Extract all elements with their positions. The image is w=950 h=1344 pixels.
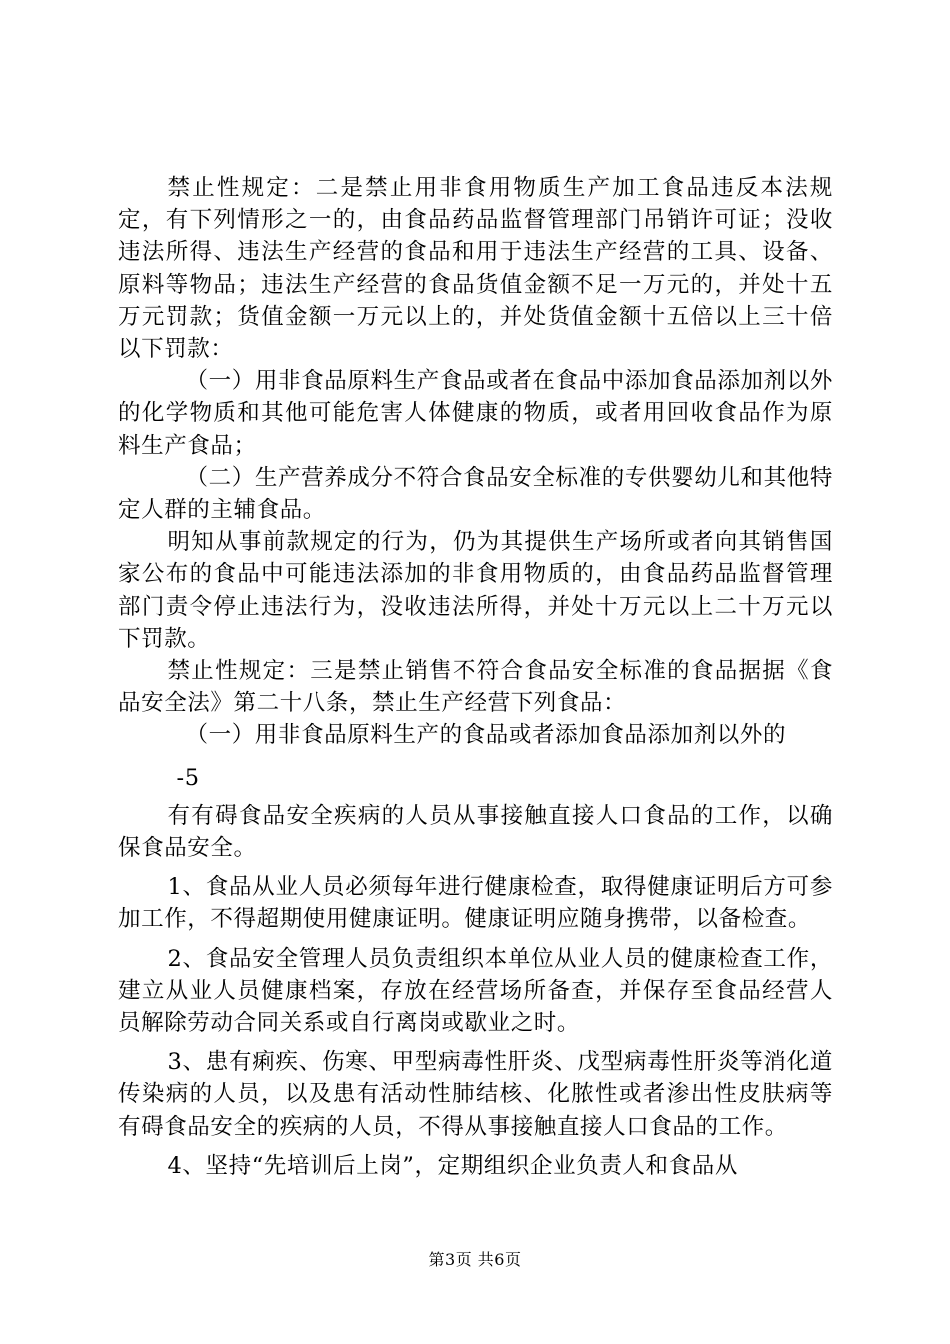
inline-page-mark: -5 xyxy=(176,764,200,791)
document-body xyxy=(118,172,833,1182)
paragraph-item-one: （一）用非食品原料生产食品或者在食品中添加食品添加剂以外的化学物质和其他可能危害人体健康的物质，或者用回收食品作为原料生产食品； xyxy=(118,368,833,459)
paragraph-prohibition-two: 禁止性规定：二是禁止用非食用物质生产加工食品违反本法规定，有下列情形之一的，由食品药品监督管理部门吊销许可证；没收违法所得、违法生产经营的食品和用于违法生产经营的工具、设备、原料等物品；违法生产经营的食品货值金额不足一万元的，并处十五万元罚款；货值金额一万元以上的，并处货值金额十五倍以上三十倍以下罚款： xyxy=(118,175,833,363)
paragraph-knowingly: 明知从事前款规定的行为，仍为其提供生产场所或者向其销售国家公布的食品中可能违法添加的非食用物质的，由食品药品监督管理部门责令停止违法行为，没收违法所得，并处十万元以上二十万元以下罚款。 xyxy=(118,529,833,652)
page-number-label: 第3页 共6页 xyxy=(428,1250,522,1269)
page-footer xyxy=(0,1247,950,1270)
paragraph-item-one-b: （一）用非食品原料生产的食品或者添加食品添加剂以外的 xyxy=(185,722,787,749)
paragraph-intro-health: 有有碍食品安全疾病的人员从事接触直接人口食品的工作，以确保食品安全。 xyxy=(118,802,833,862)
paragraph-rule-2: 2、食品安全管理人员负责组织本单位从业人员的健康检查工作，建立从业人员健康档案，存放在经营场所备查，并保存至食品经营人员解除劳动合同关系或自行离岗或歇业之时。 xyxy=(118,945,833,1037)
paragraph-rule-4: 4、坚持“先培训后上岗”，定期组织企业负责人和食品从 xyxy=(167,1152,738,1179)
paragraph-prohibition-three: 禁止性规定：三是禁止销售不符合食品安全标准的食品据据《食品安全法》第二十八条，禁止生产经营下列食品： xyxy=(118,658,833,717)
paragraph-rule-1: 1、食品从业人员必须每年进行健康检查，取得健康证明后方可参加工作，不得超期使用健康证明。健康证明应随身携带，以备检查。 xyxy=(118,874,833,933)
paragraph-item-two: （二）生产营养成分不符合食品安全标准的专供婴幼儿和其他特定人群的主辅食品。 xyxy=(118,464,833,524)
paragraph-rule-3: 3、患有痢疾、伤寒、甲型病毒性肝炎、戊型病毒性肝炎等消化道传染病的人员，以及患有活动性肺结核、化脓性或者渗出性皮肤病等有碍食品安全的疾病的人员，不得从事接触直接人口食品的工作。 xyxy=(118,1049,833,1140)
